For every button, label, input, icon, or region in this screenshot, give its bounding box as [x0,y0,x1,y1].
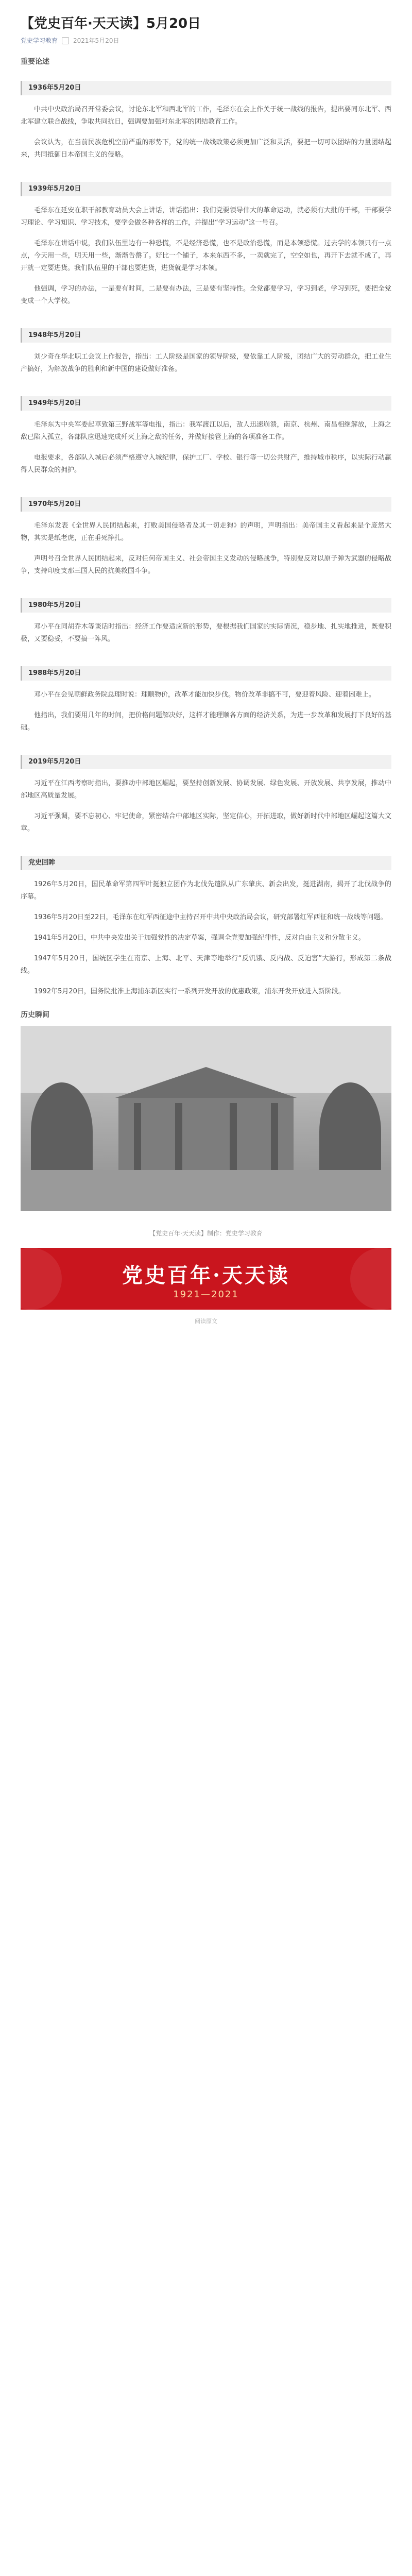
publish-date: 2021年5月20日 [73,37,119,44]
photo-section [21,1009,391,1211]
body-paragraph: 会议认为，在当前民族危机空前严重的形势下，党的统一战线政策必须更加广泛和灵活，要把一切可以团结的力量团结起来，共同抵御日本帝国主义的侵略。 [21,139,391,159]
date-banner: 1949年5月20日 [21,396,391,411]
timeline-block [21,396,391,477]
body-paragraph: 邓小平在会见朝鲜政务院总理时说：理顺物价，改革才能加快步伐。物价改革非搞不可，要迎着风险、迎着困难上。 [34,691,376,699]
timeline-block [21,328,391,376]
body-paragraph: 1992年5月20日，国务院批准上海浦东新区实行一系列开发开放的优惠政策，浦东开发开放进入新阶段。 [34,988,345,995]
timeline-block [21,182,391,308]
editor-line: 【党史百年·天天读】制作：党史学习教育 [149,1230,263,1237]
body-paragraph: 他强调，学习的办法，一是要有时间，二是要有办法，三是要有坚持性。全党都要学习，学习到老，学习到死，要把全党变成一个大学校。 [21,285,391,305]
date-banner: 1939年5月20日 [21,182,391,196]
photo-tree-left [31,1082,93,1180]
body-paragraph: 毛泽东在讲话中说，我们队伍里边有一种恐慌，不是经济恐慌，也不是政治恐慌，而是本领恐慌。过去学的本领只有一点点，今天用一些，明天用一些，渐渐告罄了。好比一个铺子，本来东西不多，一卖就完了，空空如也，再开下去就不成了，再开就一定要进货。我们队伍里的干部也要进货，进货就是学习本领。 [21,240,391,272]
date-banner: 1948年5月20日 [21,328,391,343]
body-paragraph: 邓小平在同胡乔木等谈话时指出：经济工作要适应新的形势，要根据我们国家的实际情况，稳步地、扎实地推进，既要积极，又要稳妥，不要搞一阵风。 [21,623,391,643]
banner-years: 1921—2021 [173,1289,239,1300]
photo-column [271,1103,278,1170]
body-paragraph: 声明号召全世界人民团结起来，反对任何帝国主义、社会帝国主义发动的侵略战争，特别要反对以原子弹为武器的侵略战争，支持印度支那三国人民的抗美救国斗争。 [21,555,391,575]
historical-photo [21,1026,391,1211]
date-banner: 1980年5月20日 [21,598,391,613]
series-banner [21,1248,391,1310]
banner-title: 党史百年·天天读 [122,1263,290,1287]
date-banner: 党史回眸 [21,856,391,870]
account-name[interactable]: 党史学习教育 [21,37,58,44]
body-paragraph: 毛泽东在延安在职干部教育动员大会上讲话，讲话指出：我们党要领导伟大的革命运动，就必须有大批的干部，干部要学习理论、学习知识、学习技术，要学会做各种各样的工作，并提出“学习运动”这一号召。 [21,207,391,227]
photo-tree-right [319,1082,381,1180]
timeline-block [21,666,391,734]
timeline-block [21,755,391,835]
photo-column [134,1103,141,1170]
body-paragraph: 1947年5月20日，国统区学生在南京、上海、北平、天津等地举行“反饥饿、反内战、反迫害”大游行，形成第二条战线。 [21,955,391,975]
body-paragraph: 毛泽东为中央军委起草致第三野战军等电报，指出：我军渡江以后，敌人迅速崩溃，南京、杭州、南昌相继解放，上海之敌已陷入孤立，各部队应迅速完成歼灭上海之敌的任务，并做好接管上海的各项准备工作。 [21,421,391,441]
section-title: 重要论述 [21,58,49,66]
timeline-block [21,81,391,161]
date-banner: 1970年5月20日 [21,497,391,512]
body-paragraph: 习近平强调，要不忘初心、牢记使命，紧密结合中部地区实际，坚定信心，开拓进取，做好新时代中部地区崛起这篇大文章。 [21,812,391,833]
body-paragraph: 电报要求，各部队入城后必须严格遵守入城纪律，保护工厂、学校、银行等一切公共财产，维持城市秩序，以实际行动赢得人民群众的拥护。 [21,454,391,474]
photo-column [175,1103,182,1170]
timeline-blocks [21,81,391,998]
timeline-block [21,598,391,646]
photo-ground [21,1170,391,1211]
article-title: 【党史百年·天天读】5月20日 [21,16,201,31]
date-banner: 1936年5月20日 [21,81,391,95]
date-banner: 2019年5月20日 [21,755,391,769]
body-paragraph: 毛泽东发表《全世界人民团结起来，打败美国侵略者及其一切走狗》的声明，声明指出：美帝国主义看起来是个庞然大物，其实是纸老虎，正在垂死挣扎。 [21,522,391,542]
body-paragraph: 1926年5月20日，国民革命军第四军叶挺独立团作为北伐先遣队从广东肇庆、新会出发，挺进湖南，揭开了北伐战争的序幕。 [21,880,391,901]
photo-hall [118,1098,294,1170]
article-meta [21,36,391,45]
read-original-link[interactable]: 阅读原文 [195,1318,217,1325]
body-paragraph: 中共中央政治局召开常委会议，讨论东北军和西北军的工作，毛泽东在会上作关于统一战线的报告，提出要同东北军、西北军建立联合战线，争取共同抗日，强调要加强对东北军的团结教育工作。 [21,106,391,126]
date-banner: 1988年5月20日 [21,666,391,681]
body-paragraph: 刘少奇在华北职工会议上作报告，指出：工人阶级是国家的领导阶级，要依靠工人阶级，团结广大的劳动群众，把工业生产搞好，为解放战争的胜利和新中国的建设做好准备。 [21,353,391,373]
body-paragraph: 习近平在江西考察时指出，要推动中部地区崛起，要坚持创新发展、协调发展、绿色发展、开放发展、共享发展，推动中部地区高质量发展。 [21,779,391,800]
body-paragraph: 他指出，我们要用几年的时间，把价格问题解决好，这样才能理顺各方面的经济关系，为进一步改革和发展打下良好的基础。 [21,711,391,732]
body-paragraph: 1941年5月20日，中共中央发出关于加强党性的决定草案，强调全党要加强纪律性，反对自由主义和分散主义。 [34,934,365,942]
photo-section-title: 历史瞬间 [21,1011,49,1019]
calendar-icon [62,37,69,44]
article-header [21,0,391,45]
photo-column [230,1103,237,1170]
timeline-block [21,497,391,578]
body-paragraph: 1936年5月20日至22日，毛泽东在红军西征途中主持召开中共中央政治局会议，研究部署红军西征和统一战线等问题。 [34,913,387,921]
timeline-block [21,856,391,998]
